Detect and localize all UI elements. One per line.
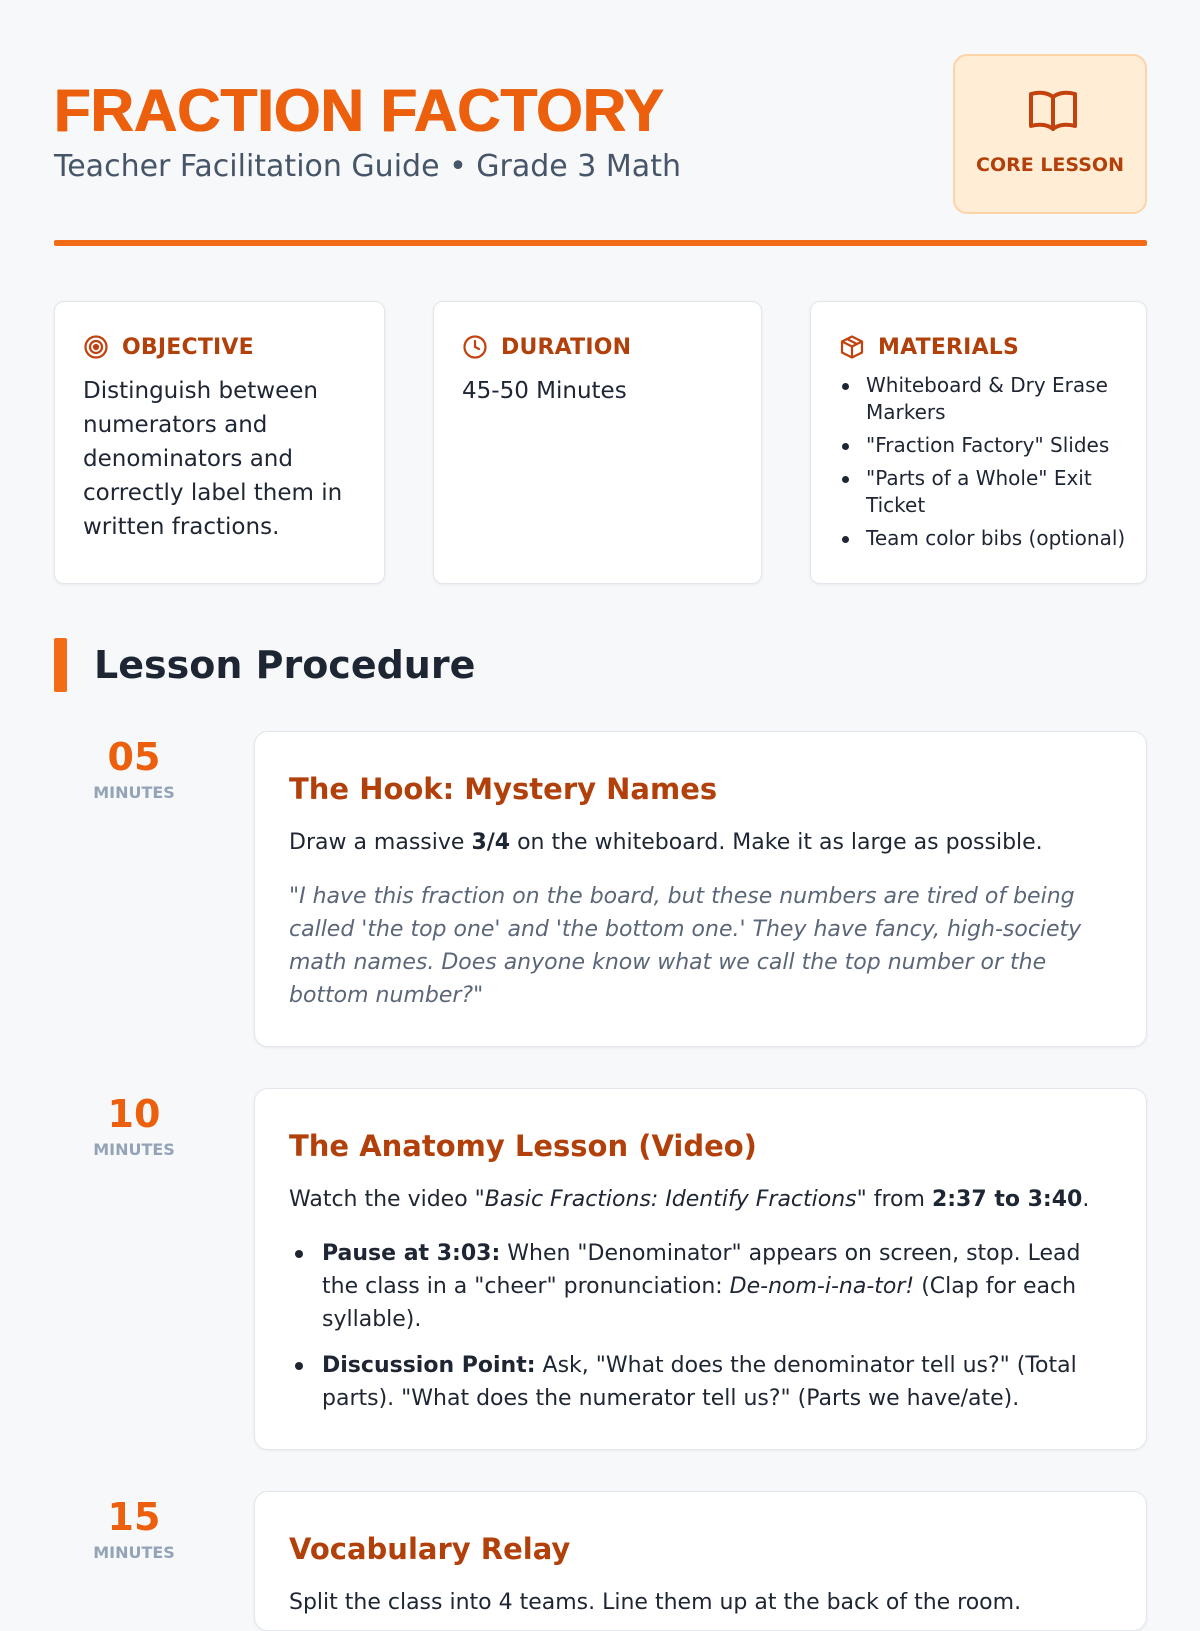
step-1-time xyxy=(54,734,214,804)
step-2-time xyxy=(54,1091,214,1161)
step-minutes: 05 xyxy=(107,735,161,779)
body-text: . xyxy=(1082,1187,1090,1212)
bullet-text: (Clap for each syllable). xyxy=(322,1274,1077,1332)
objective-text: Distinguish between numerators and denominators and correctly label them in written fractions. xyxy=(83,378,343,540)
page-title: FRACTION FACTORY xyxy=(54,77,664,144)
step-2-card xyxy=(254,1088,1147,1450)
page-subtitle: Teacher Facilitation Guide • Grade 3 Math xyxy=(54,149,681,184)
section-title: Lesson Procedure xyxy=(94,643,476,687)
duration-text: 45-50 Minutes xyxy=(462,378,627,404)
box-icon xyxy=(839,334,865,360)
clock-icon xyxy=(462,334,488,360)
materials-list xyxy=(839,372,1132,558)
step-3-card xyxy=(254,1491,1147,1631)
body-strong: 3/4 xyxy=(471,830,511,855)
header-divider xyxy=(54,240,1147,246)
step-bullets xyxy=(289,1237,1112,1428)
materials-heading-label: MATERIALS xyxy=(878,334,1020,360)
bullet-text: Ask, "What does the denominator tell us?" (Total parts). "What does the numerator tell us?" (Parts we have/ate). xyxy=(322,1353,1077,1411)
core-lesson-badge xyxy=(953,54,1147,214)
video-title: "Basic Fractions: Identify Fractions" xyxy=(474,1187,867,1212)
step-3-time xyxy=(54,1494,214,1564)
bullet-label: Discussion Point: xyxy=(322,1353,536,1378)
objective-card xyxy=(54,301,385,584)
body-text: Draw a massive xyxy=(289,830,472,855)
list-item xyxy=(289,1237,1112,1336)
step-title: The Anatomy Lesson (Video) xyxy=(289,1129,757,1163)
body-text: Watch the video xyxy=(289,1187,475,1212)
list-item: "Parts of a Whole" Exit Ticket xyxy=(839,465,1132,519)
bullet-emphasis: De-nom-i-na-tor! xyxy=(729,1274,915,1299)
list-item: Team color bibs (optional) xyxy=(839,525,1132,552)
section-accent-bar xyxy=(54,638,67,692)
step-title: Vocabulary Relay xyxy=(289,1532,571,1566)
timestamp-range: 2:37 to 3:40 xyxy=(931,1187,1083,1212)
step-title: The Hook: Mystery Names xyxy=(289,772,718,806)
bullet-text: When "Denominator" appears on screen, stop. Lead the class in a "cheer" pronunciation: xyxy=(322,1241,1081,1299)
objective-heading xyxy=(83,332,254,362)
step-1-card xyxy=(254,731,1147,1047)
duration-card xyxy=(433,301,762,584)
step-body xyxy=(289,826,1112,859)
teacher-script-quote: "I have this fraction on the board, but these numbers are tired of being called 'the top one' and 'the bottom one.' They have fancy, high-society math names. Does anyone know what we call the top number or the bottom number?" xyxy=(289,884,1082,1008)
step-unit: MINUTES xyxy=(93,1543,175,1562)
list-item: Whiteboard & Dry Erase Markers xyxy=(839,372,1132,426)
step-body xyxy=(289,1183,1112,1216)
step-unit: MINUTES xyxy=(93,783,175,802)
duration-heading xyxy=(462,332,631,362)
step-unit: MINUTES xyxy=(93,1140,175,1159)
objective-heading-label: OBJECTIVE xyxy=(122,334,254,360)
body-text: from xyxy=(866,1187,932,1212)
target-icon xyxy=(83,334,109,360)
duration-heading-label: DURATION xyxy=(501,334,632,360)
list-item xyxy=(289,1349,1112,1415)
lesson-guide-page xyxy=(54,0,1147,1615)
badge-label: CORE LESSON xyxy=(976,154,1124,176)
list-item: "Fraction Factory" Slides xyxy=(839,432,1132,459)
step-body: Split the class into 4 teams. Line them up at the back of the room. xyxy=(289,1590,1022,1615)
step-minutes: 10 xyxy=(107,1092,161,1136)
bullet-label: Pause at 3:03: xyxy=(322,1241,501,1266)
materials-card xyxy=(810,301,1147,584)
step-minutes: 15 xyxy=(107,1495,161,1539)
page-header xyxy=(54,78,1147,248)
body-text: on the whiteboard. Make it as large as possible. xyxy=(510,830,1043,855)
book-icon xyxy=(1027,88,1079,132)
materials-heading xyxy=(839,332,1019,362)
